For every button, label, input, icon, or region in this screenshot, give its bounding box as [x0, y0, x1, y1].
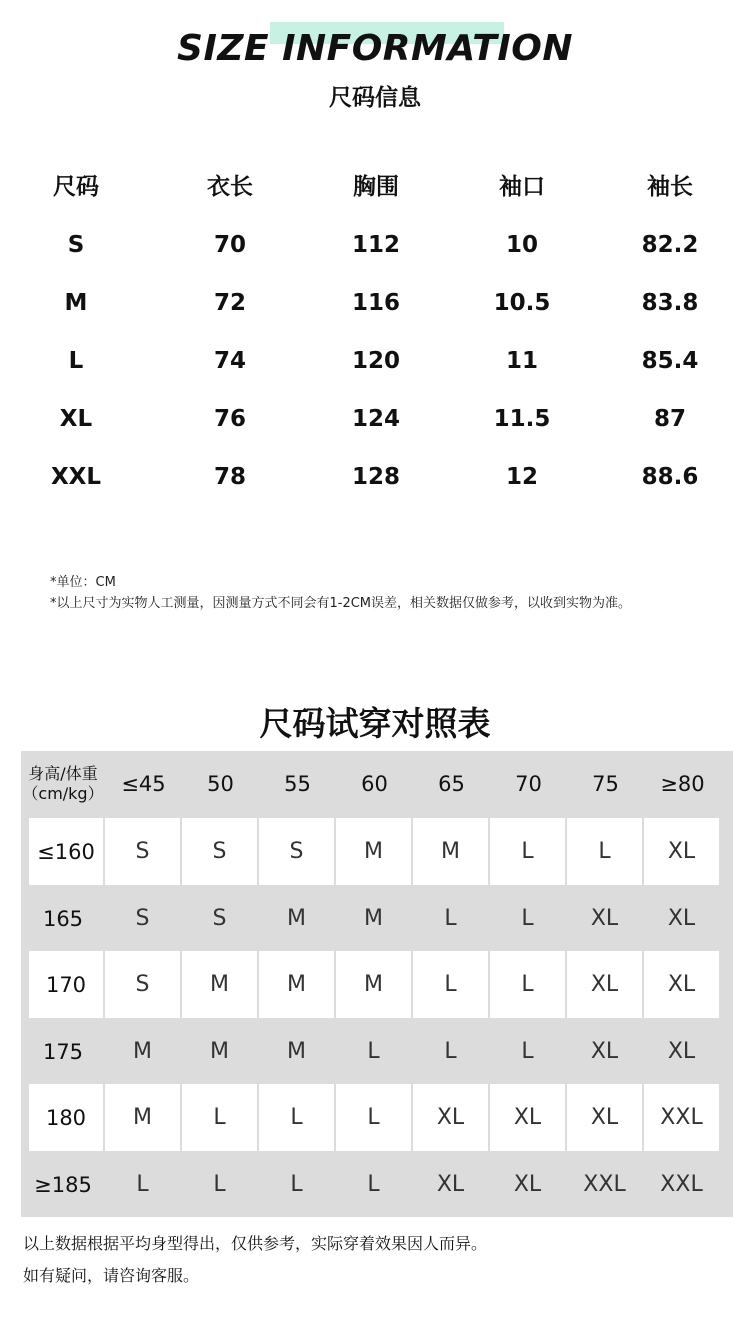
- cell-chest: 112: [351, 232, 400, 258]
- size-cell: L: [290, 1172, 303, 1197]
- column-header-sleeve: 袖长: [647, 173, 693, 200]
- corner-label-line2: （cm/kg）: [22, 784, 104, 803]
- footer-note-line1: 以上数据根据平均身型得出，仅供参考，实际穿着效果因人而异。: [23, 1234, 488, 1253]
- weight-header: 55: [284, 772, 311, 796]
- table-row: [0, 332, 750, 390]
- table-row: [21, 1084, 733, 1151]
- unit-note: *单位：CM: [50, 575, 116, 590]
- size-cell: XL: [413, 1084, 488, 1151]
- size-cell: M: [182, 951, 257, 1018]
- cell-size: S: [67, 232, 85, 258]
- fit-chart-table: [21, 751, 733, 1217]
- cell-chest: 124: [351, 406, 400, 432]
- size-cell: XL: [667, 1039, 696, 1064]
- table-row: [0, 448, 750, 506]
- column-header-length: 衣长: [207, 173, 253, 200]
- size-cell: M: [413, 818, 488, 885]
- cell-size: M: [64, 290, 88, 316]
- size-cell: L: [490, 818, 565, 885]
- size-cell: S: [259, 818, 334, 885]
- size-cell: L: [521, 906, 534, 931]
- table-row: [21, 1151, 733, 1218]
- size-cell: L: [182, 1084, 257, 1151]
- size-cell: S: [135, 906, 150, 931]
- size-cell: S: [105, 818, 180, 885]
- size-cell: XXL: [660, 1172, 703, 1197]
- cell-length: 74: [213, 348, 246, 374]
- size-cell: M: [259, 951, 334, 1018]
- cell-length: 76: [213, 406, 246, 432]
- table-row: [21, 818, 733, 885]
- cell-cuff: 12: [505, 464, 538, 490]
- fit-chart-header: [21, 751, 733, 817]
- height-label: 180: [29, 1084, 103, 1151]
- size-cell: XL: [567, 951, 642, 1018]
- table-row: [0, 274, 750, 332]
- page-title-cn: 尺码信息: [329, 85, 421, 111]
- size-cell: M: [210, 1039, 229, 1064]
- column-header-chest: 胸围: [353, 173, 399, 200]
- size-cell: L: [567, 818, 642, 885]
- size-cell: M: [364, 906, 383, 931]
- cell-length: 72: [213, 290, 246, 316]
- weight-header: ≤45: [121, 772, 166, 796]
- column-header-cuff: 袖口: [499, 173, 545, 200]
- size-cell: XL: [644, 951, 719, 1018]
- size-cell: L: [367, 1172, 380, 1197]
- size-cell: S: [212, 906, 227, 931]
- cell-size: XXL: [50, 464, 102, 490]
- size-cell: L: [490, 951, 565, 1018]
- size-cell: XL: [590, 906, 619, 931]
- cell-cuff: 11.5: [493, 406, 551, 432]
- table-row: [0, 216, 750, 274]
- size-notes: [50, 572, 631, 614]
- size-cell: M: [287, 906, 306, 931]
- weight-header: 65: [438, 772, 465, 796]
- size-cell: L: [413, 951, 488, 1018]
- column-header-size: 尺码: [53, 173, 99, 200]
- size-cell: L: [213, 1172, 226, 1197]
- table-row: [21, 951, 733, 1018]
- table-row: [21, 885, 733, 952]
- size-cell: L: [367, 1039, 380, 1064]
- table-row: [0, 390, 750, 448]
- cell-chest: 120: [351, 348, 400, 374]
- cell-cuff: 10.5: [493, 290, 551, 316]
- cell-sleeve: 83.8: [641, 290, 699, 316]
- size-cell: L: [444, 906, 457, 931]
- size-cell: M: [336, 951, 411, 1018]
- cell-cuff: 11: [505, 348, 538, 374]
- cell-chest: 116: [351, 290, 400, 316]
- size-cell: XL: [644, 818, 719, 885]
- height-weight-corner-label: [21, 764, 105, 804]
- size-cell: XL: [513, 1172, 542, 1197]
- footer-notes: [23, 1228, 487, 1292]
- cell-sleeve: 87: [653, 406, 686, 432]
- height-label: 170: [29, 951, 103, 1018]
- weight-header: 75: [592, 772, 619, 796]
- size-cell: M: [105, 1084, 180, 1151]
- weight-header: 60: [361, 772, 388, 796]
- height-label: 175: [42, 1039, 84, 1064]
- size-cell: XXL: [583, 1172, 626, 1197]
- size-cell: M: [287, 1039, 306, 1064]
- weight-header: 50: [207, 772, 234, 796]
- height-label: ≤160: [29, 818, 103, 885]
- footer-note-line2: 如有疑问，请咨询客服。: [23, 1266, 200, 1285]
- size-cell: L: [521, 1039, 534, 1064]
- size-table: [0, 160, 750, 506]
- height-label: 165: [42, 906, 84, 931]
- size-cell: XXL: [644, 1084, 719, 1151]
- measurement-disclaimer: *以上尺寸为实物人工测量，因测量方式不同会有1-2CM误差，相关数据仅做参考，以收到实物为准。: [50, 596, 632, 611]
- cell-cuff: 10: [505, 232, 538, 258]
- cell-size: L: [68, 348, 84, 374]
- cell-sleeve: 88.6: [641, 464, 699, 490]
- size-cell: L: [444, 1039, 457, 1064]
- size-cell: XL: [436, 1172, 465, 1197]
- size-cell: L: [336, 1084, 411, 1151]
- table-row: [21, 1018, 733, 1085]
- page-title-en: SIZE INFORMATION: [177, 28, 573, 69]
- cell-chest: 128: [351, 464, 400, 490]
- corner-label-line1: 身高/体重: [28, 764, 98, 783]
- size-cell: XL: [490, 1084, 565, 1151]
- fit-chart-title: 尺码试穿对照表: [259, 704, 491, 743]
- cell-length: 70: [213, 232, 246, 258]
- size-cell: XL: [590, 1039, 619, 1064]
- height-label: ≥185: [34, 1172, 92, 1197]
- cell-sleeve: 82.2: [641, 232, 699, 258]
- size-cell: L: [136, 1172, 149, 1197]
- size-cell: L: [259, 1084, 334, 1151]
- size-cell: S: [105, 951, 180, 1018]
- cell-sleeve: 85.4: [641, 348, 699, 374]
- cell-size: XL: [59, 406, 93, 432]
- weight-header: 70: [515, 772, 542, 796]
- cell-length: 78: [213, 464, 246, 490]
- size-cell: S: [182, 818, 257, 885]
- size-cell: XL: [667, 906, 696, 931]
- size-cell: M: [336, 818, 411, 885]
- weight-header: ≥80: [660, 772, 705, 796]
- size-cell: M: [133, 1039, 152, 1064]
- size-cell: XL: [567, 1084, 642, 1151]
- size-table-header: [0, 160, 750, 208]
